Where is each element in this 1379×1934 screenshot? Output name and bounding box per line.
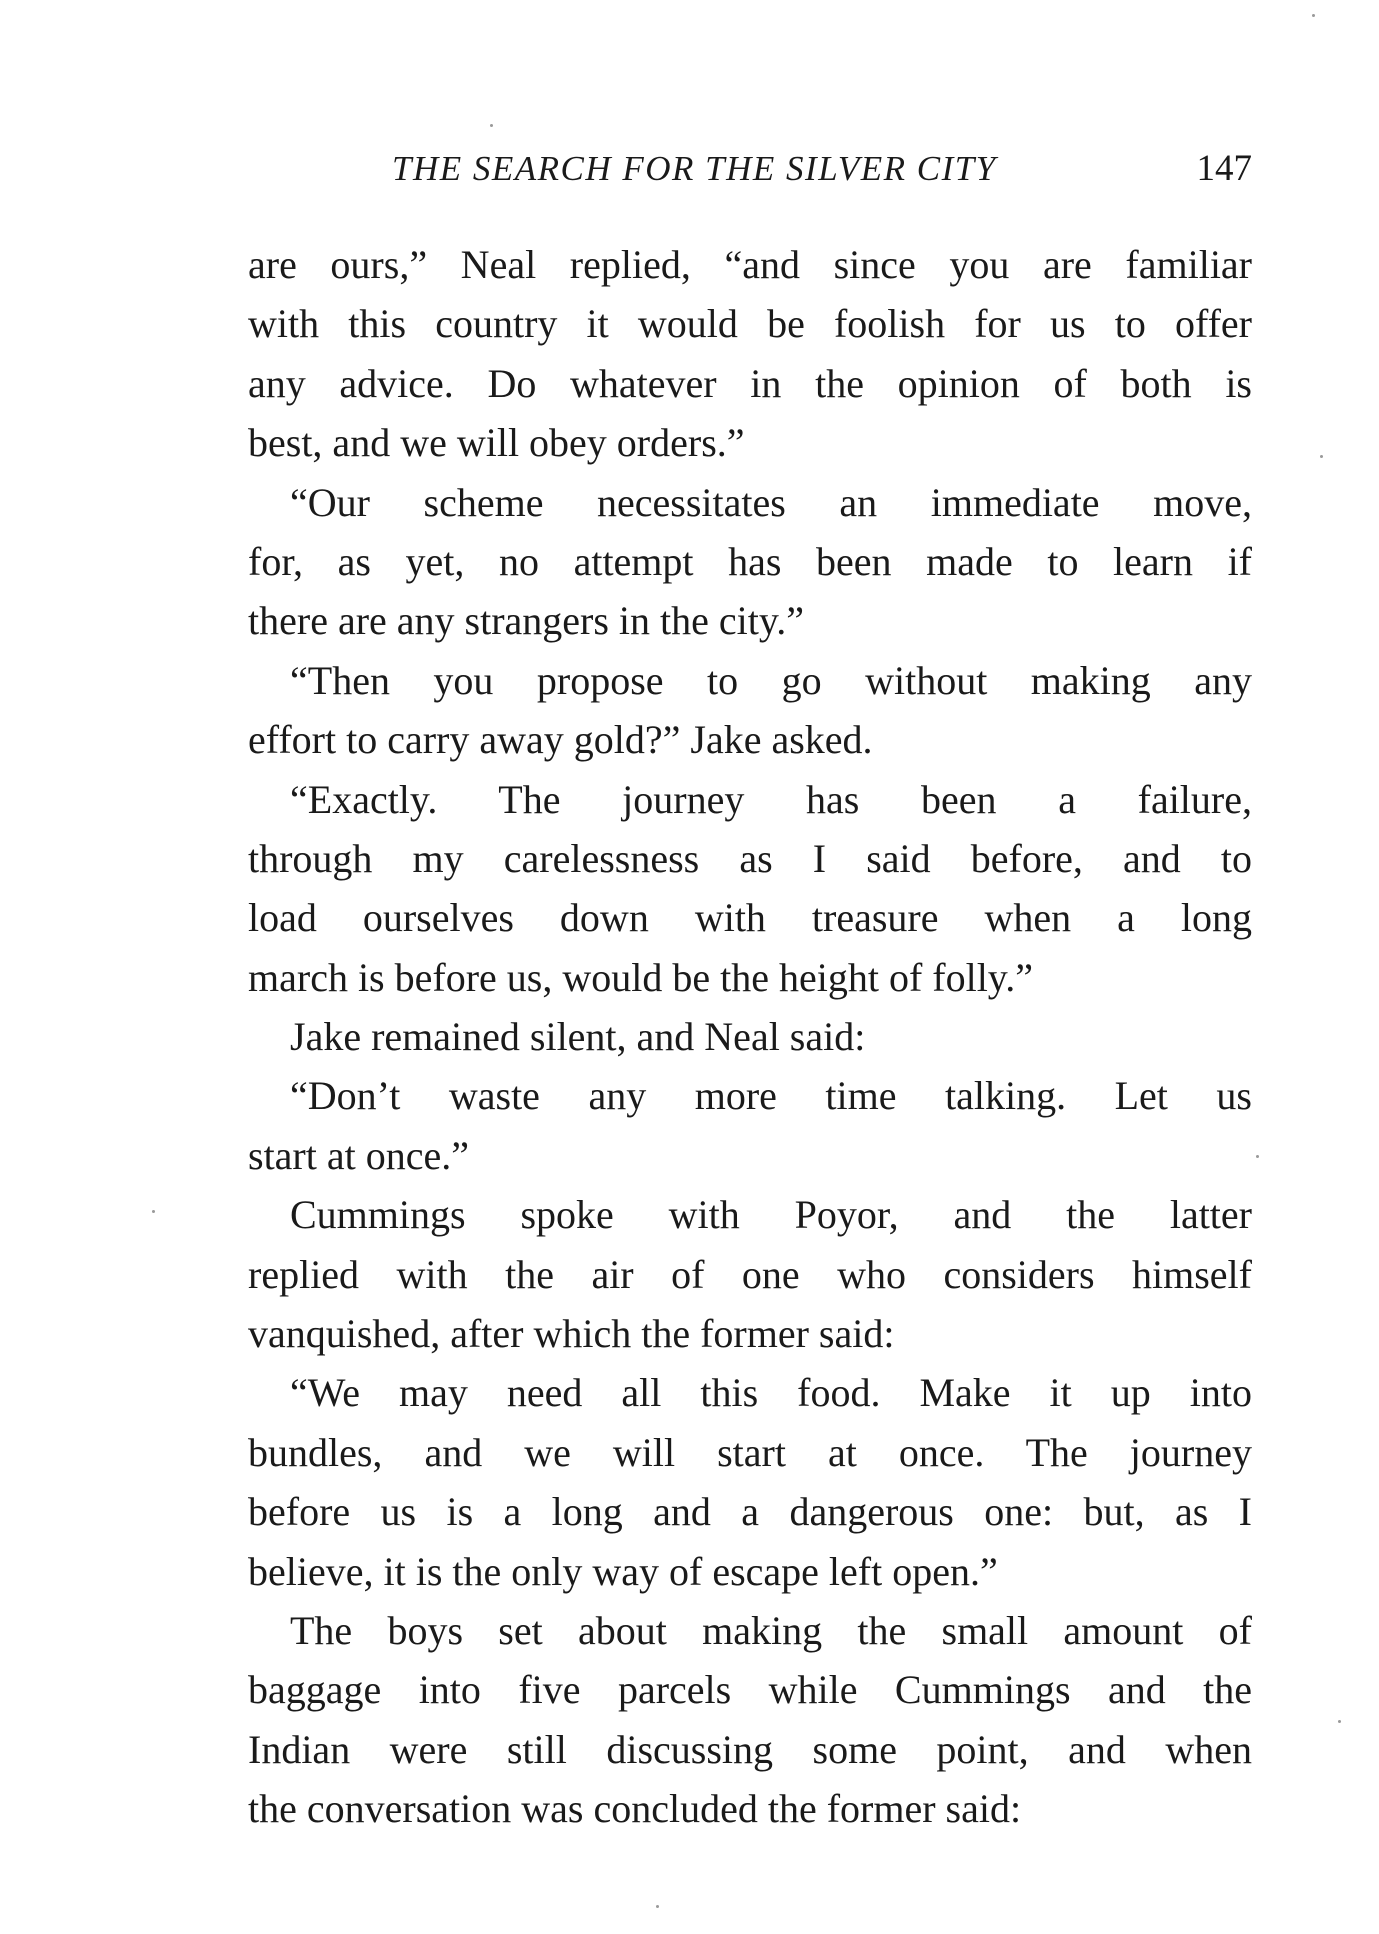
running-title: THE SEARCH FOR THE SILVER CITY [392, 149, 997, 188]
text-line: replied with the air of one who considers himself [248, 1251, 1252, 1297]
text-line: bundles, and we will start at once. The journey [248, 1429, 1252, 1475]
text-line: baggage into five parcels while Cummings and the [248, 1667, 1252, 1713]
text-line: before us is a long and a dangerous one: but, as I [248, 1489, 1252, 1535]
paper-speck [490, 124, 493, 127]
paper-speck [152, 1210, 155, 1213]
text-line: Jake remained silent, and Neal said: [290, 1014, 866, 1060]
paper-speck [656, 1905, 659, 1908]
text-line: through my carelessness as I said before, and to [248, 835, 1252, 881]
running-head [392, 144, 1252, 194]
text-line: Cummings spoke with Poyor, and the latter [290, 1192, 1252, 1238]
text-line: “Our scheme necessitates an immediate move, [290, 479, 1252, 525]
text-line: “Then you propose to go without making any [290, 657, 1252, 703]
text-line: effort to carry away gold?” Jake asked. [248, 717, 873, 763]
text-line: The boys set about making the small amount of [290, 1607, 1252, 1653]
text-line: believe, it is the only way of escape left open.” [248, 1548, 998, 1594]
text-line: the conversation was concluded the former said: [248, 1786, 1022, 1832]
text-line: march is before us, would be the height of folly.” [248, 954, 1033, 1000]
text-line: any advice. Do whatever in the opinion of both is [248, 360, 1252, 406]
text-line: for, as yet, no attempt has been made to learn if [248, 538, 1252, 584]
body-text [248, 235, 1252, 1839]
page-number: 147 [1196, 148, 1252, 189]
text-line: best, and we will obey orders.” [248, 420, 745, 466]
text-line: Indian were still discussing some point, and when [248, 1726, 1252, 1772]
paper-speck [1338, 1720, 1341, 1723]
text-line: “Don’t waste any more time talking. Let us [290, 1073, 1252, 1119]
paper-speck [1312, 14, 1315, 17]
text-line: start at once.” [248, 1132, 469, 1178]
text-line: vanquished, after which the former said: [248, 1311, 895, 1357]
text-line: load ourselves down with treasure when a long [248, 895, 1252, 941]
text-line: “Exactly. The journey has been a failure, [290, 776, 1252, 822]
paper-speck [1320, 455, 1323, 458]
paper-speck [1256, 1155, 1259, 1158]
text-line: there are any strangers in the city.” [248, 598, 805, 644]
text-line: are ours,” Neal replied, “and since you are familiar [248, 242, 1252, 287]
text-line: with this country it would be foolish for us to offer [248, 301, 1252, 347]
text-line: “We may need all this food. Make it up into [290, 1370, 1252, 1416]
